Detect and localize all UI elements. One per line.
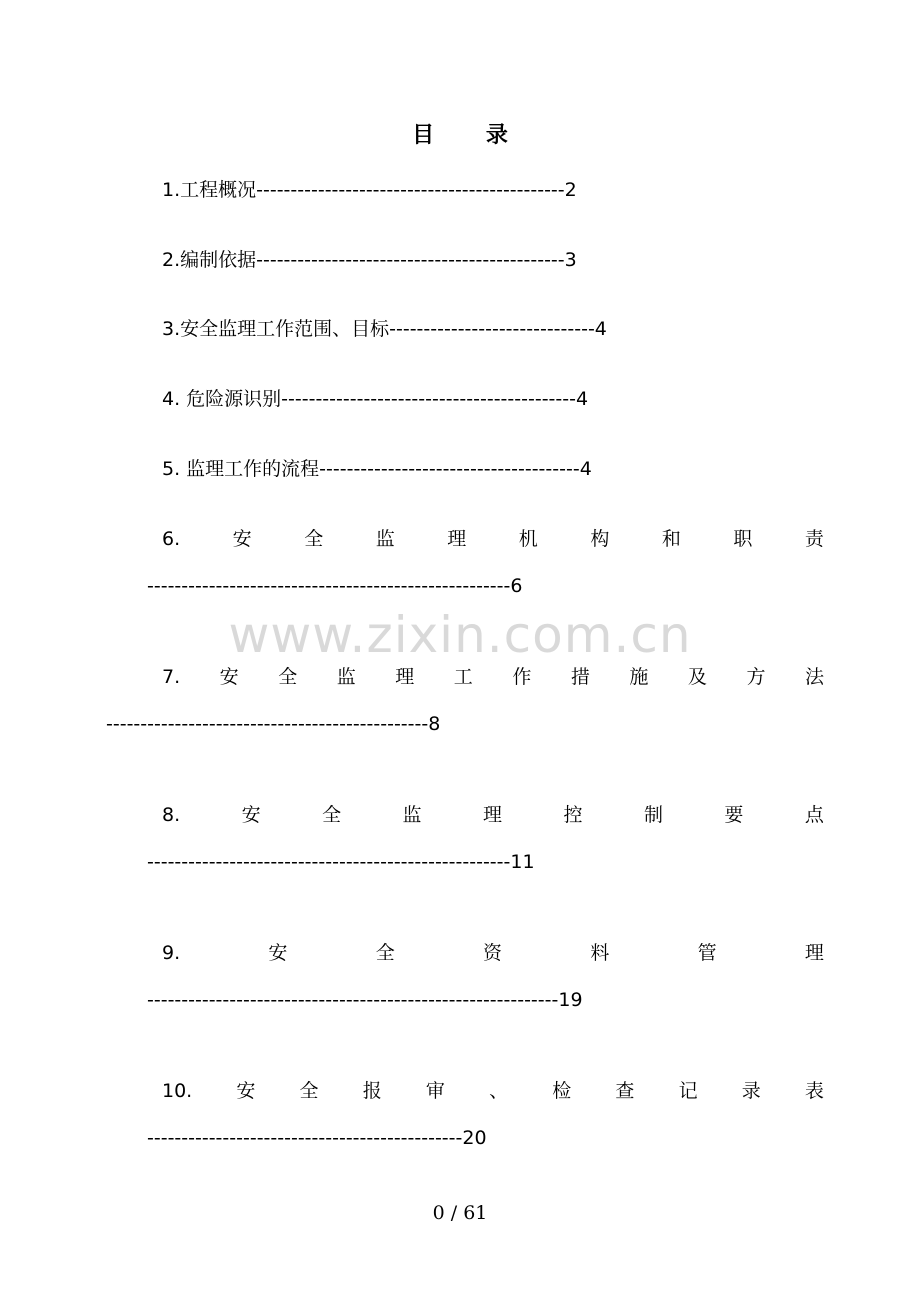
toc-entry-5[interactable]: 5. 监理工作的流程--------------------------------------4: [162, 458, 592, 480]
toc-title-char: 点: [804, 804, 824, 826]
toc-title-char: 表: [804, 1080, 824, 1102]
toc-title-char: 监: [375, 528, 395, 550]
toc-title-char: 安: [236, 1080, 256, 1102]
toc-entry-3[interactable]: 3.安全监理工作范围、目标------------------------------4: [162, 318, 607, 340]
toc-entry-4[interactable]: 4. 危险源识别-------------------------------------------4: [162, 388, 589, 410]
toc-title-char: 安: [232, 528, 252, 550]
toc-entry-2[interactable]: 2.编制依据---------------------------------------------3: [162, 249, 577, 271]
toc-title-char: 安: [268, 942, 288, 964]
toc-title-char: 和: [661, 528, 681, 550]
toc-title-char: 理: [447, 528, 467, 550]
toc-title: 目 录: [412, 123, 530, 148]
toc-title-char: 施: [629, 666, 649, 688]
toc-title-char: 控: [563, 804, 583, 826]
toc-title-char: 、: [489, 1080, 509, 1102]
toc-title-char: 理: [483, 804, 503, 826]
toc-title-char: 检: [552, 1080, 572, 1102]
toc-entry-10-title[interactable]: [162, 1079, 824, 1103]
toc-title-char: 全: [278, 666, 298, 688]
toc-title-char: 监: [336, 666, 356, 688]
toc-title-char: 录: [741, 1080, 761, 1102]
toc-title-char: 理: [395, 666, 415, 688]
toc-title-char: 全: [299, 1080, 319, 1102]
toc-entry-9-leader[interactable]: ------------------------------------------------------------19: [147, 989, 583, 1011]
toc-entry-8-leader[interactable]: -----------------------------------------------------11: [147, 851, 535, 873]
toc-entry-7-title[interactable]: [162, 665, 824, 689]
toc-entry-number: 6.: [162, 528, 181, 550]
toc-entry-number: 8.: [162, 804, 181, 826]
toc-title-char: 措: [570, 666, 590, 688]
toc-title-char: 记: [678, 1080, 698, 1102]
toc-entry-number: 9.: [162, 942, 181, 964]
toc-title-char: 职: [733, 528, 753, 550]
toc-title-char: 全: [322, 804, 342, 826]
toc-entry-8-title[interactable]: [162, 803, 824, 827]
toc-title-char: 全: [304, 528, 324, 550]
toc-entry-6-title[interactable]: [162, 527, 824, 551]
toc-title-char: 理: [804, 942, 824, 964]
toc-title-char: 制: [643, 804, 663, 826]
toc-title-char: 要: [724, 804, 744, 826]
toc-title-char: 管: [697, 942, 717, 964]
toc-title-char: 审: [425, 1080, 445, 1102]
toc-title-char: 安: [219, 666, 239, 688]
toc-entry-1[interactable]: 1.工程概况---------------------------------------------2: [162, 179, 577, 201]
toc-title-char: 安: [241, 804, 261, 826]
toc-entry-number: 10.: [162, 1080, 193, 1102]
toc-title-char: 查: [615, 1080, 635, 1102]
toc-title-char: 方: [746, 666, 766, 688]
toc-entry-10-leader[interactable]: ----------------------------------------------20: [147, 1127, 487, 1149]
toc-title-char: 全: [375, 942, 395, 964]
toc-title-char: 及: [687, 666, 707, 688]
toc-title-char: 责: [804, 528, 824, 550]
watermark: www.zixin.com.cn: [228, 606, 692, 664]
toc-entry-number: 7.: [162, 666, 181, 688]
toc-title-char: 法: [804, 666, 824, 688]
toc-title-char: 构: [590, 528, 610, 550]
toc-title-char: 料: [590, 942, 610, 964]
toc-title-char: 工: [453, 666, 473, 688]
toc-entry-9-title[interactable]: [162, 941, 824, 965]
toc-title-char: 作: [512, 666, 532, 688]
toc-title-char: 机: [518, 528, 538, 550]
toc-entry-6-leader[interactable]: -----------------------------------------------------6: [147, 575, 523, 597]
toc-entry-7-leader[interactable]: -----------------------------------------------8: [106, 713, 441, 735]
page-number: 0 / 61: [432, 1202, 488, 1224]
toc-title-char: 监: [402, 804, 422, 826]
toc-title-char: 资: [483, 942, 503, 964]
toc-title-char: 报: [362, 1080, 382, 1102]
